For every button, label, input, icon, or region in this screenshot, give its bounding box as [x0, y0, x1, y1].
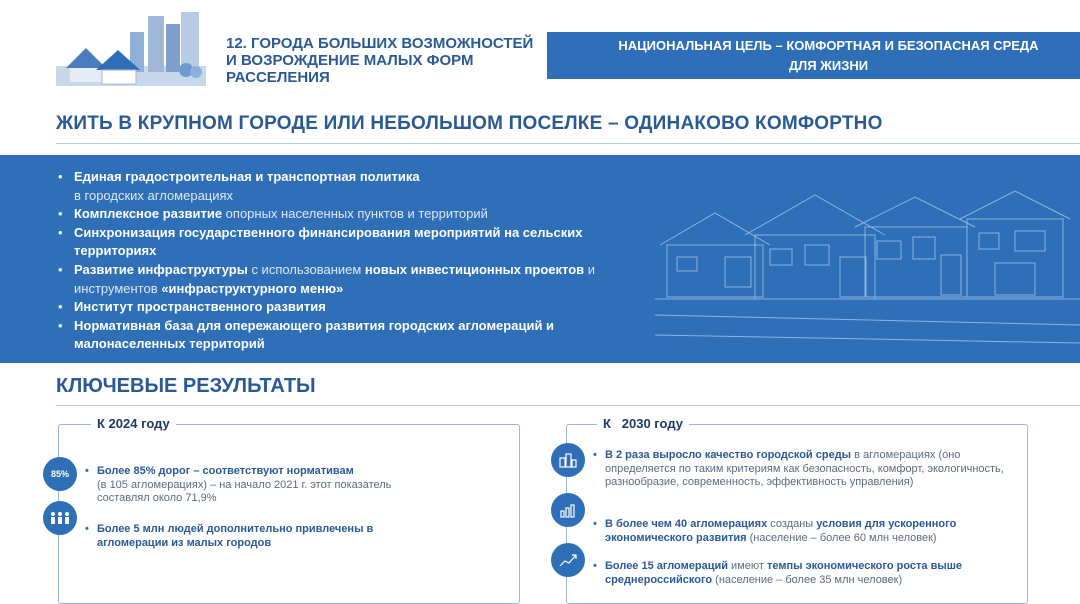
policy-banner	[0, 155, 1080, 363]
houses-illustration	[655, 175, 1080, 345]
people-icon	[43, 501, 77, 535]
main-heading: ЖИТЬ В КРУПНОМ ГОРОДЕ ИЛИ НЕБОЛЬШОМ ПОСЕЛКЕ – ОДИНАКОВО КОМФОРТНО	[56, 113, 883, 134]
result-item: • Более 85% дорог – соответствуют нормативам (в 105 агломерациях) – на начало 2021 г. этот показатель составлял около 71,9%	[85, 465, 392, 504]
results-divider	[56, 405, 1080, 406]
road-icon: 85%	[43, 457, 77, 491]
panel-label-2024: К 2024 году	[91, 416, 176, 431]
result-item: • Более 15 агломераций имеют темпы экономического роста выше среднероссийского (население – более 35 млн человек)	[593, 560, 963, 586]
list-item: • Институт пространственного развития	[58, 298, 618, 317]
growth-icon	[551, 493, 585, 527]
results-2024-panel	[50, 416, 520, 604]
result-item: • В более чем 40 агломерациях созданы условия для ускоренного экономического развития (население – более 60 млн человек)	[593, 518, 957, 544]
list-item: • Синхронизация государственного финансирования мероприятий на сельских территориях	[58, 224, 618, 261]
city-illustration-logo	[56, 10, 206, 86]
result-item: • Более 5 млн людей дополнительно привлечены в агломерации из малых городов	[85, 523, 374, 549]
heading-divider	[56, 143, 1080, 144]
list-item: • Комплексное развитие опорных населенных пунктов и территорий	[58, 205, 618, 224]
panel-label-2030: К 2030 году	[597, 416, 689, 431]
section-title: 12. ГОРОДА БОЛЬШИХ ВОЗМОЖНОСТЕЙ И ВОЗРОЖДЕНИЕ МАЛЫХ ФОРМ РАССЕЛЕНИЯ	[226, 35, 534, 86]
city-icon	[551, 443, 585, 477]
national-goal-banner: НАЦИОНАЛЬНАЯ ЦЕЛЬ – КОМФОРТНАЯ И БЕЗОПАСНАЯ СРЕДА ДЛЯ ЖИЗНИ	[547, 32, 1080, 79]
result-item: • В 2 раза выросло качество городской среды в агломерациях (оно определяется по таким критериям как безопасность, комфорт, экологичность, разнообразие, современность, эффективность управления)	[593, 449, 1004, 488]
list-item: • Единая градостроительная и транспортная политика в городских агломерациях	[58, 168, 618, 205]
results-2030-panel	[566, 416, 1028, 604]
chart-icon	[551, 543, 585, 577]
policy-list	[58, 168, 618, 354]
list-item: • Нормативная база для опережающего развития городских агломераций и малонаселенных территорий	[58, 317, 618, 354]
results-heading: КЛЮЧЕВЫЕ РЕЗУЛЬТАТЫ	[56, 375, 316, 397]
list-item: • Развитие инфраструктуры с использованием новых инвестиционных проектов и инструментов «инфраструктурного меню»	[58, 261, 618, 298]
